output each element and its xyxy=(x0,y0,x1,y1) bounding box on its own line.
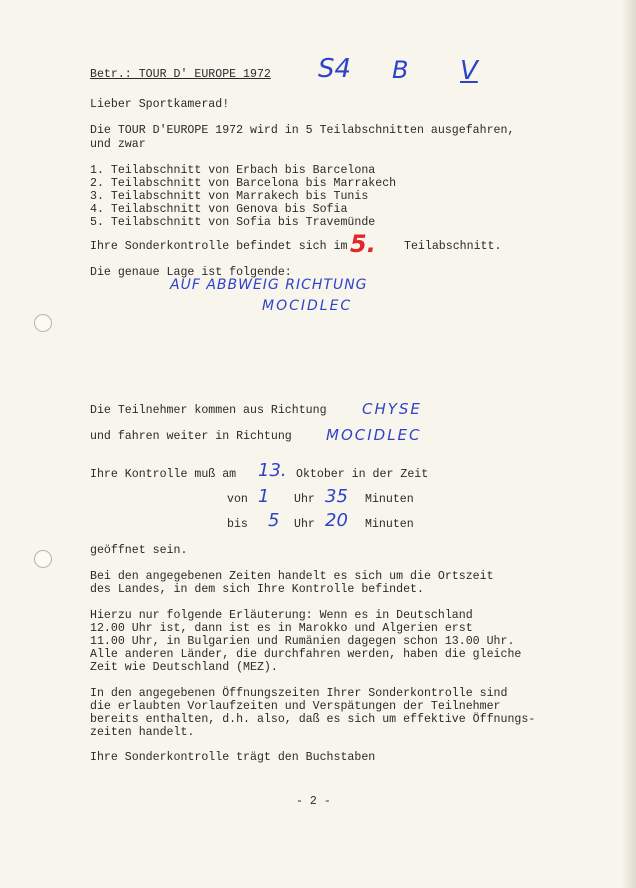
erlaeuterung-line: 11.00 Uhr, in Bulgarien und Rumänien dagegen schon 13.00 Uhr. xyxy=(90,635,515,648)
handwritten-from-minutes: 35 xyxy=(325,486,348,507)
salutation: Lieber Sportkamerad! xyxy=(90,98,230,111)
von-label: von xyxy=(227,493,248,506)
section-item: 3. Teilabschnitt von Marrakech bis Tunis xyxy=(90,190,369,203)
oeffnung-line: bereits enthalten, d.h. also, daß es sich um effektive Öffnungs- xyxy=(90,713,536,726)
ortszeit-line-2: des Landes, in dem sich Ihre Kontrolle befindet. xyxy=(90,583,424,596)
erlaeuterung-line: 12.00 Uhr ist, dann ist es in Marokko und Algerien erst xyxy=(90,622,473,635)
page-edge-shadow xyxy=(622,0,636,888)
handwritten-day: 13. xyxy=(258,460,287,481)
oeffnung-line: In den angegebenen Öffnungszeiten Ihrer Sonderkontrolle sind xyxy=(90,687,508,700)
sonderkontrolle-label: Ihre Sonderkontrolle befindet sich im xyxy=(90,240,348,253)
erlaeuterung-line: Alle anderen Länder, die durchfahren werden, haben die gleiche xyxy=(90,648,522,661)
punch-hole-top xyxy=(34,314,52,332)
uhr-label: Uhr xyxy=(294,493,315,506)
section-item: 5. Teilabschnitt von Sofia bis Travemünde xyxy=(90,216,376,229)
erlaeuterung-line: Hierzu nur folgende Erläuterung: Wenn es in Deutschland xyxy=(90,609,473,622)
page-number: - 2 - xyxy=(296,795,331,808)
intro-line-1: Die TOUR D'EUROPE 1972 wird in 5 Teilabschnitten ausgefahren, xyxy=(90,124,515,137)
section-item: 2. Teilabschnitt von Barcelona bis Marrakech xyxy=(90,177,397,190)
handwritten-code-3: V xyxy=(460,56,478,86)
handwritten-from-direction: CHYSE xyxy=(362,400,422,418)
richtung-from-label: Die Teilnehmer kommen aus Richtung xyxy=(90,404,327,417)
ortszeit-line-1: Bei den angegebenen Zeiten handelt es sich um die Ortszeit xyxy=(90,570,494,583)
punch-hole-bottom xyxy=(34,550,52,568)
lage-label: Die genaue Lage ist folgende: xyxy=(90,266,292,279)
sonderkontrolle-suffix: Teilabschnitt. xyxy=(404,240,502,253)
erlaeuterung-line: Zeit wie Deutschland (MEZ). xyxy=(90,661,278,674)
subject-line: Betr.: TOUR D' EUROPE 1972 xyxy=(90,68,271,81)
kontrolle-label: Ihre Kontrolle muß am xyxy=(90,468,237,481)
uhr-label: Uhr xyxy=(294,518,315,531)
section-item: 1. Teilabschnitt von Erbach bis Barcelona xyxy=(90,164,376,177)
handwritten-from-hour: 1 xyxy=(258,486,270,507)
handwritten-code-1: S4 xyxy=(318,54,352,84)
oeffnung-line: zeiten handelt. xyxy=(90,726,195,739)
handwritten-section-number: 5. xyxy=(350,230,376,258)
minuten-label: Minuten xyxy=(365,518,414,531)
handwritten-location-1: AUF ABBWEIG RICHTUNG xyxy=(170,277,368,293)
month-text: Oktober in der Zeit xyxy=(296,468,429,481)
handwritten-code-2: B xyxy=(392,56,409,84)
richtung-to-label: und fahren weiter in Richtung xyxy=(90,430,292,443)
handwritten-to-minutes: 20 xyxy=(325,510,348,531)
intro-line-2: und zwar xyxy=(90,138,146,151)
handwritten-location-2: MOCIDLEC xyxy=(262,298,353,314)
handwritten-to-hour: 5 xyxy=(268,510,280,531)
section-item: 4. Teilabschnitt von Genova bis Sofia xyxy=(90,203,348,216)
minuten-label: Minuten xyxy=(365,493,414,506)
bis-label: bis xyxy=(227,518,248,531)
handwritten-to-direction: MOCIDLEC xyxy=(326,426,422,444)
geoeffnet-line: geöffnet sein. xyxy=(90,544,188,557)
buchstaben-line: Ihre Sonderkontrolle trägt den Buchstaben xyxy=(90,751,376,764)
oeffnung-line: die erlaubten Vorlaufzeiten und Verspätungen der Teilnehmer xyxy=(90,700,501,713)
